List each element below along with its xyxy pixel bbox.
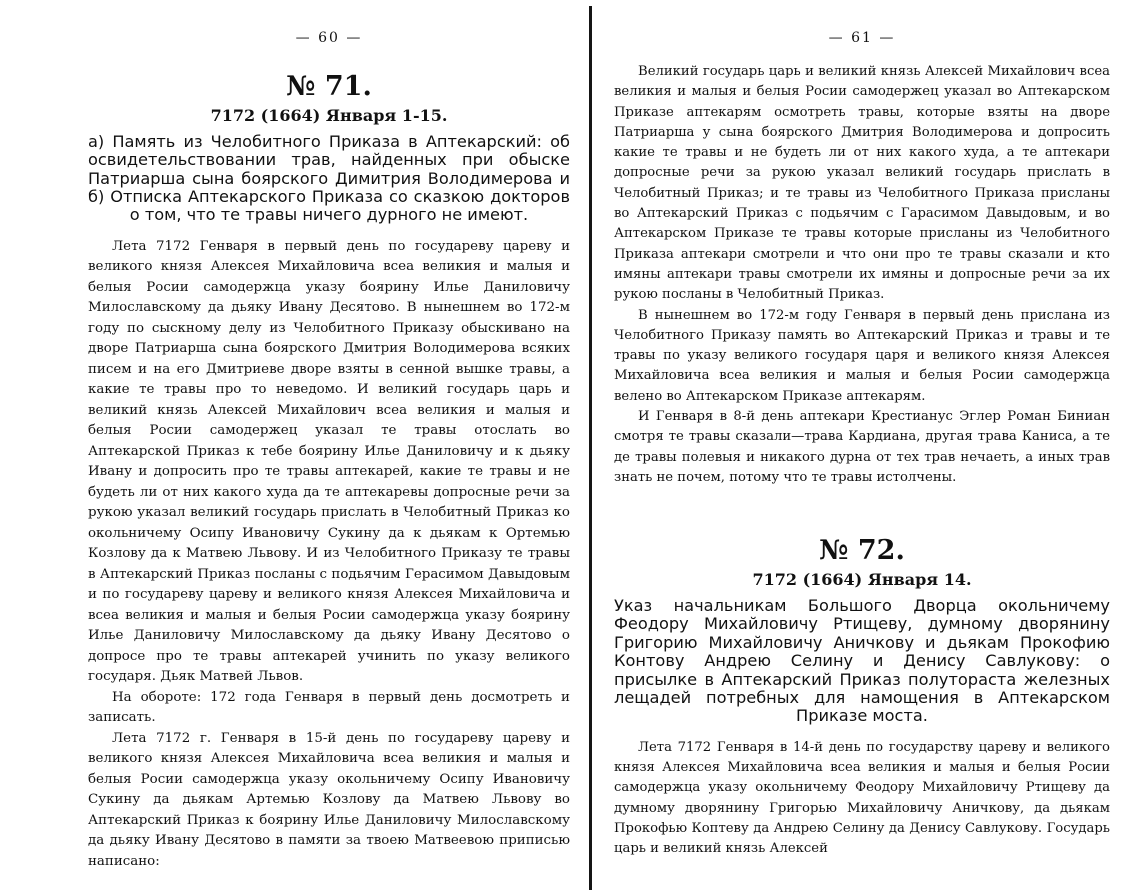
body-paragraph: На обороте: 172 года Генваря в первый день досмотреть и записать.: [88, 689, 570, 726]
right-page: [592, 0, 1140, 896]
document-number-72: № 72.: [819, 535, 905, 567]
page-number-right: — 61 —: [828, 30, 896, 46]
document-date-72: 7172 (1664) Января 14.: [752, 569, 972, 589]
document-date-71: 7172 (1664) Января 1-15.: [210, 105, 448, 125]
page-number-left: — 60 —: [295, 30, 363, 46]
document-heading-71: а) Память из Челобитного Приказа в Аптекарский: об освидетельствовании трав, найденных при обыске Патриарша сына боярского Димитрия Володимерова и б) Отписка Аптекарского Приказа со сказкою докторов о том, что те травы ничего дурного не имеют.: [88, 131, 570, 225]
body-paragraph: Лета 7172 Генваря в первый день по государеву цареву и великого князя Алексея Михайловича всеа великия и малыя и белыя Росии самодержца указу боярину Илье Даниловичу Милославскому да дьяку Ивану Десятово. В нынешнем во 172-м году по сыскному делу из Челобитного Приказу обыскивано на дворе Патриарша сына боярского Дмитрия Володимерова всяких писем и на его Дмитриеве дворе взяты в сенной вышке травы, а какие те травы про то неведомо. И великий государь царь и великий князь Алексей Михайлович всеа великия и малыя и белыя Росии самодержец указал те травы отослать во Аптекарской Приказ к тебе боярину Илье Даниловичу и к дьяку Ивану и допросить про те травы аптекарей, какие те травы и не будеть ли от них какого худа да те аптекаревы допросные речи за рукою указал великий государь прислать в Челобитный Приказ ко окольничему Осипу Ивановичу Сукину да к дьякам к Ортемью Козлову да к Матвею Львову. И из Челобитного Приказу те травы в Аптекарский Приказ посланы с подьячим Герасимом Давыдовым и по государеву цареву и великого князя Алексея Михайловича и всеа великия и малыя и белыя Росии самодержца указу боярину Илье Даниловичу Милославскому да дьяку Ивану Десятово о допросе про те травы аптекарей учинить по указу великого государя. Дьяк Матвей Львов.: [88, 238, 570, 685]
document-number-71: № 71.: [286, 71, 372, 102]
section-spacer: [614, 488, 1110, 510]
body-paragraph: И Генваря в 8-й день аптекари Крестианус Эглер Роман Биниан смотря те травы сказали—трава Кардиана, другая трава Каниса, а те де травы полевыя и никакого дурна от тех трав нечаеть, а иных трав знать не почем, потому что те травы истолчены.: [614, 409, 1110, 485]
body-paragraph: Лета 7172 Генваря в 14-й день по государству цареву и великого князя Алексея Михайловича всеа великия и малыя и белыя Росии самодержца указу окольничему Феодору Михайловичу Ртищеву да думному дворянину Григорью Михайловичу Аничкову, да дьякам Прокофью Коптеву да Андрею Селину да Денису Савлукову. Государь царь и великий князь Алексей: [614, 739, 1110, 857]
body-paragraph: Лета 7172 г. Генваря в 15-й день по государеву цареву и великого князя Алексея Михайловича всеа великия и малыя и белыя Росии самодержца указу окольничему Осипу Ивановичу Сукину да дьякам Артемью Козлову да Матвею Львову во Аптекарский Приказ к боярину Илье Даниловичу Милославскому да дьяку Ивану Десятово в памяти за твоею Матвеевою приписью написано:: [88, 730, 570, 869]
body-paragraph: В нынешнем во 172-м году Генваря в первый день прислана из Челобитного Приказу память во Аптекарский Приказ и травы и те травы по указу великого государя царя и великого князя Алексея Михайловича всеа великия и малыя и белыя Росии самодержца велено во Аптекарском Приказе аптекарям.: [614, 307, 1110, 404]
document-heading-72: Указ начальникам Большого Дворца окольничему Феодору Михайловичу Ртищеву, думному дворянину Григорию Михайловичу Аничкову и дьякам Прокофию Контову Андрею Селину и Денису Савлукову: о присылке в Аптекарский Приказ полутораста железных лещадей потребных для намощения в Аптекарском Приказе моста.: [614, 595, 1110, 726]
body-paragraph: Великий государь царь и великий князь Алексей Михайлович всеа великия и малыя и белыя Росии самодержец указал во Аптекарском Приказе аптекарям осмотреть травы, которые взяты на дворе Патриарша у сына боярского Дмитрия Володимерова и допросить какие те травы и не будеть ли от них какого худа, а те аптекари допросные речи за рукою указал великий государь прислать в Челобитный Приказ; и те травы из Челобитного Приказа присланы во Аптекарский Приказ с подьячим с Гарасимом Давыдовым, и во Аптекарском Приказе те травы которые присланы из Челобитного Приказа аптекари смотрели и что они про те травы сказали и кто имяны аптекари травы смотрели их имяны и допросные речи за их рукою посланы в Челобитный Приказ.: [614, 64, 1110, 303]
